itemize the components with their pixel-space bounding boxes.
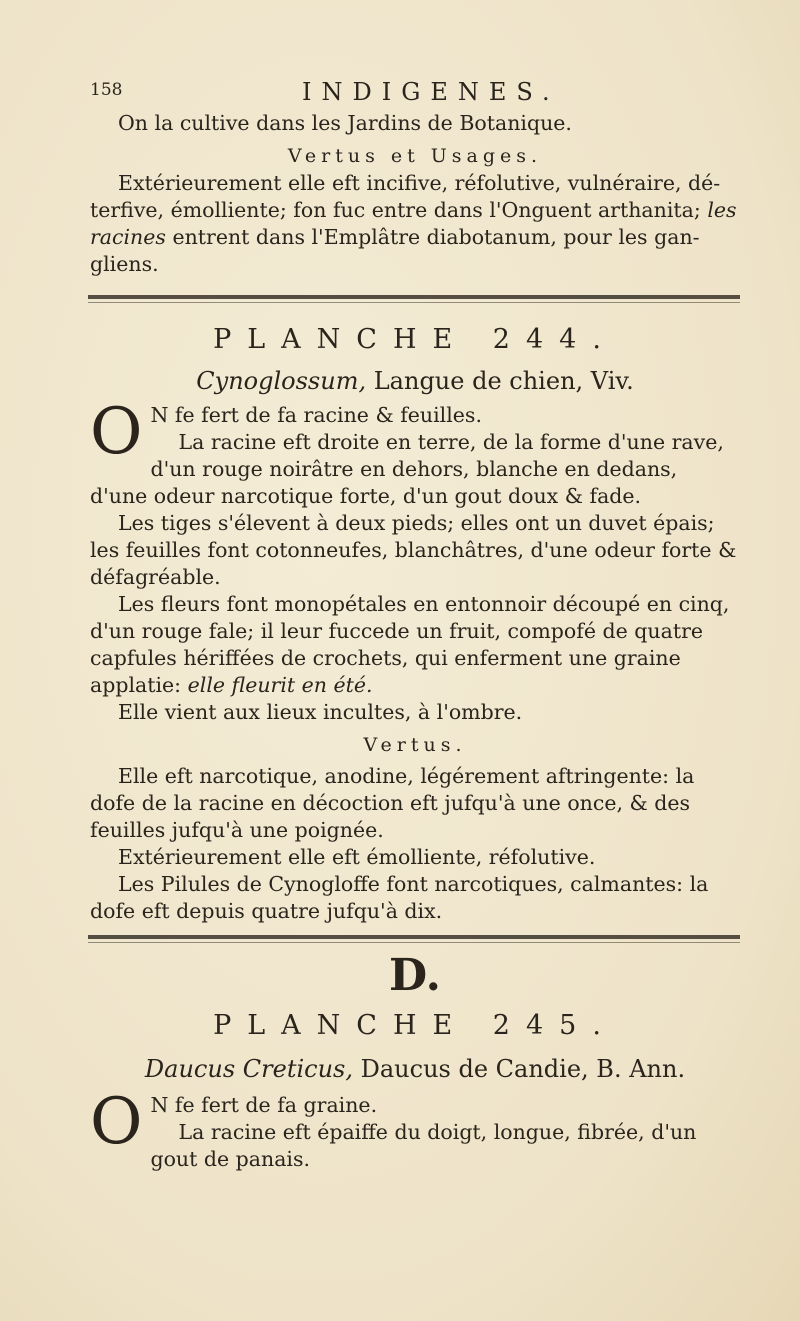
plate-244-p4	[90, 591, 740, 699]
plate-244-title: PLANCHE 244.	[213, 324, 617, 355]
section1-text-a: Extérieurement elle eft incifive, réfolutive, vulnéraire, dé-terfive, émolliente; fon fuc entre dans l'Onguent arthanita;	[90, 171, 721, 222]
plate-244-subtitle	[90, 368, 740, 395]
plate-244-dropcap: O	[90, 395, 143, 469]
page-header	[90, 78, 750, 106]
plate-244-p4-text: Les fleurs font monopétales en entonnoir découpé en cinq, d'un rouge fale; il leur fuccede un fruit, compofé de quatre capfules hériffées de crochets, qui enferment une graine applatie:	[90, 592, 730, 697]
plate-245-subtitle	[90, 1056, 740, 1083]
plate-244-v3: Les Pilules de Cynogloffe font narcotiques, calmantes: la dofe eft depuis quatre jufqu'à dix.	[90, 872, 709, 923]
plate-244-p2: La racine eft droite en terre, de la forme d'une rave, d'un rouge noirâtre en dehors, blanche en dedans, d'une odeur narcotique forte, d'un gout doux & fade.	[90, 430, 724, 508]
plate-244-p4-italic: elle fleurit en été.	[187, 673, 373, 697]
plate-244-v2: Extérieurement elle eft émolliente, réfolutive.	[118, 845, 596, 869]
plate-245-p2: La racine eft épaiffe du doigt, longue, fibrée, d'un gout de panais.	[150, 1120, 697, 1171]
section1-text-italic: les racines	[90, 198, 737, 249]
plate-244-p5: Elle vient aux lieux incultes, à l'ombre.	[118, 700, 523, 724]
page-number: 158	[90, 80, 123, 100]
section1-text-c: entrent dans l'Emplâtre diabotanum, pour les gan-gliens.	[90, 225, 700, 276]
plate-244-p1: N fe fert de fa racine & feuilles.	[150, 403, 482, 427]
divider-rule-2	[88, 935, 740, 939]
plate-245-p1: N fe fert de fa graine.	[150, 1093, 378, 1117]
plate-245-title: PLANCHE 245.	[213, 1010, 617, 1041]
plate-245-common-name: Daucus de Candie, B. Ann.	[360, 1055, 686, 1083]
divider-rule	[88, 295, 740, 299]
running-head: INDIGENES.	[302, 78, 560, 106]
plate-244-v1: Elle eft narcotique, anodine, légérement aftringente: la dofe de la racine en décoction eft jufqu'à une once, & des feuilles jufqu'à une poignée.	[90, 764, 695, 842]
letter-section-heading: D.	[389, 950, 441, 1001]
plate-244-body	[90, 395, 740, 925]
plate-245-dropcap: O	[90, 1085, 143, 1159]
section1-paragraph	[90, 170, 740, 278]
plate-244-vertus-heading: Vertus.	[363, 734, 467, 756]
plate-245-body	[90, 1085, 740, 1173]
intro-line: On la cultive dans les Jardins de Botanique.	[118, 111, 572, 135]
plate-244-p3: Les tiges s'élevent à deux pieds; elles ont un duvet épais; les feuilles font cotonneufes, blanchâtres, d'une odeur forte & défagréable.	[90, 511, 737, 589]
plate-244-common-name: Langue de chien, Viv.	[373, 367, 634, 395]
plate-244-latin-name: Cynoglossum,	[196, 367, 367, 395]
section-heading-vertus-usages: Vertus et Usages.	[287, 145, 543, 167]
plate-245-latin-name: Daucus Creticus,	[144, 1055, 353, 1083]
